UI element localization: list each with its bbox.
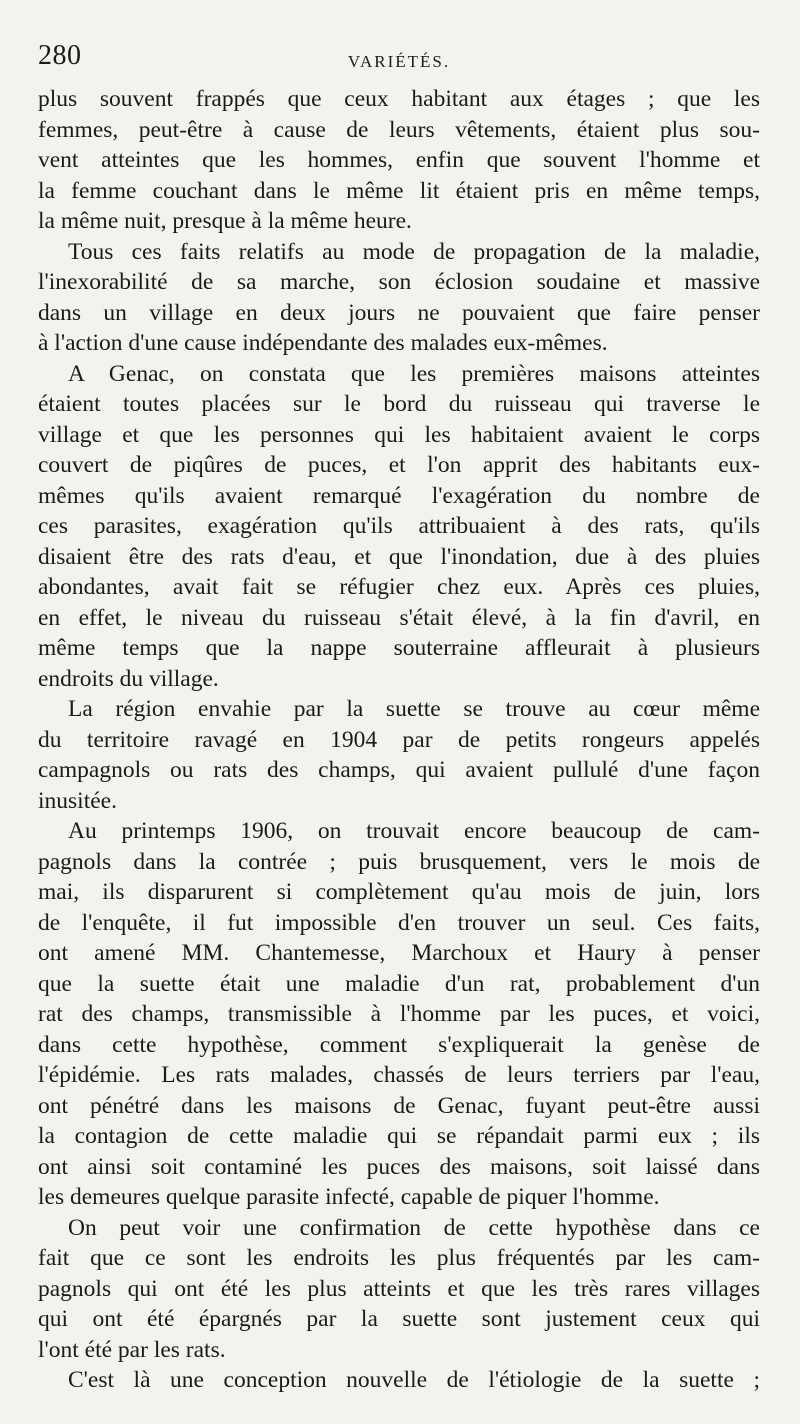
- text-line: que la suette était une maladie d'un rat, probablement d'un: [38, 970, 760, 997]
- section-title: VARIÉTÉS.: [347, 52, 451, 71]
- text-line: en effet, le niveau du ruisseau s'était élevé, à la fin d'avril, en: [38, 604, 760, 631]
- text-line: dans cette hypothèse, comment s'expliquerait la genèse de: [38, 1031, 760, 1058]
- text-line: Au printemps 1906, on trouvait encore beaucoup de cam-: [68, 818, 760, 844]
- text-line: qui ont été épargnés par la suette sont justement ceux qui: [38, 1306, 760, 1332]
- text-line: fait que ce sont les endroits les plus fréquentés par les cam-: [38, 1245, 760, 1271]
- text-line: femmes, peut-être à cause de leurs vêtements, étaient plus sou-: [38, 116, 760, 143]
- text-line: pagnols dans la contrée ; puis brusquement, vers le mois de: [38, 848, 760, 875]
- paragraph: [38, 694, 760, 816]
- paragraph: [38, 1365, 760, 1396]
- text-line: pagnols qui ont été les plus atteints et que les très rares villages: [38, 1275, 760, 1302]
- text-line: la même nuit, presque à la même heure.: [38, 208, 412, 234]
- text-line: On peut voir une confirmation de cette hypothèse dans ce: [68, 1214, 760, 1241]
- paragraph: [38, 816, 760, 1213]
- running-head: [38, 40, 760, 80]
- text-line: couvert de piqûres de puces, et l'on apprit des habitants eux-: [38, 452, 760, 478]
- text-line: rat des champs, transmissible à l'homme par les puces, et voici,: [38, 1001, 760, 1027]
- text-line: abondantes, avait fait se réfugier chez eux. Après ces pluies,: [38, 574, 760, 600]
- text-line: à l'action d'une cause indépendante des malades eux-mêmes.: [38, 330, 608, 356]
- text-line: plus souvent frappés que ceux habitant aux étages ; que les: [38, 86, 760, 112]
- paragraph: [38, 237, 760, 359]
- text-line: la femme couchant dans le même lit étaient pris en même temps,: [38, 177, 760, 204]
- text-line: ont pénétré dans les maisons de Genac, fuyant peut-être aussi: [38, 1092, 760, 1119]
- body-text: [38, 84, 760, 1396]
- text-line: inusitée.: [38, 787, 117, 814]
- text-line: même temps que la nappe souterraine affleurait à plusieurs: [38, 635, 760, 661]
- text-line: la contagion de cette maladie qui se répandait parmi eux ; ils: [38, 1123, 760, 1149]
- text-line: l'épidémie. Les rats malades, chassés de leurs terriers par l'eau,: [38, 1062, 760, 1088]
- text-line: A Genac, on constata que les premières maisons atteintes: [68, 360, 760, 387]
- text-line: Tous ces faits relatifs au mode de propagation de la maladie,: [68, 238, 760, 265]
- text-line: du territoire ravagé en 1904 par de petits rongeurs appelés: [38, 726, 760, 753]
- text-line: les demeures quelque parasite infecté, capable de piquer l'homme.: [38, 1184, 660, 1210]
- paragraph: [38, 359, 760, 695]
- paragraph: [38, 84, 760, 237]
- text-line: endroits du village.: [38, 665, 219, 692]
- text-line: l'inexorabilité de sa marche, son éclosion soudaine et massive: [38, 269, 760, 295]
- text-line: de l'enquête, il fut impossible d'en trouver un seul. Ces faits,: [38, 909, 760, 936]
- text-line: village et que les personnes qui les habitaient avaient le corps: [38, 421, 760, 448]
- text-line: ont amené MM. Chantemesse, Marchoux et Haury à penser: [38, 940, 760, 966]
- text-line: La région envahie par la suette se trouve au cœur même: [68, 696, 760, 722]
- text-line: ont ainsi soit contaminé les puces des maisons, soit laissé dans: [38, 1153, 760, 1180]
- page-number: 280: [38, 40, 82, 71]
- text-line: campagnols ou rats des champs, qui avaient pullulé d'une façon: [38, 757, 760, 783]
- text-line: l'ont été par les rats.: [38, 1336, 226, 1363]
- text-line: mai, ils disparurent si complètement qu'au mois de juin, lors: [38, 879, 760, 905]
- text-line: disaient être des rats d'eau, et que l'inondation, due à des pluies: [38, 543, 760, 570]
- text-line: étaient toutes placées sur le bord du ruisseau qui traverse le: [38, 391, 760, 417]
- text-line: C'est là une conception nouvelle de l'étiologie de la suette ;: [68, 1367, 760, 1393]
- text-line: mêmes qu'ils avaient remarqué l'exagération du nombre de: [38, 482, 760, 509]
- text-line: vent atteintes que les hommes, enfin que souvent l'homme et: [38, 147, 760, 173]
- text-line: ces parasites, exagération qu'ils attribuaient à des rats, qu'ils: [38, 513, 760, 539]
- text-line: dans un village en deux jours ne pouvaient que faire penser: [38, 299, 760, 326]
- paragraph: [38, 1213, 760, 1366]
